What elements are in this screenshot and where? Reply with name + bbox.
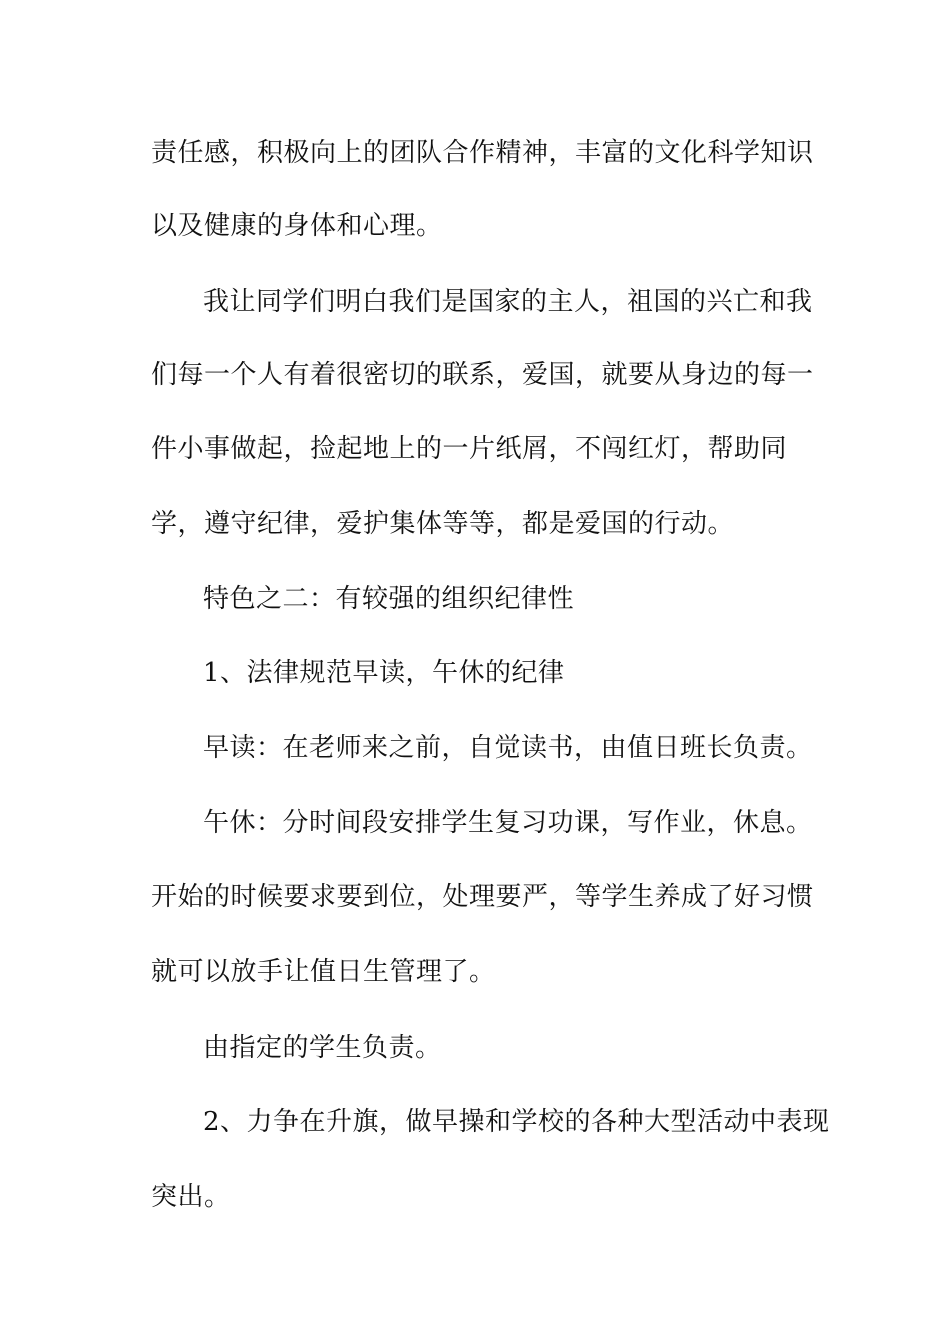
paragraph-line-6: 学，遵守纪律，爱护集体等等，都是爱国的行动。 [151,509,735,539]
paragraph-line-2: 以及健康的身体和心理。 [151,211,443,241]
paragraph-line-morning-reading: 早读：在老师来之前，自觉读书，由值日班长负责。 [203,733,813,763]
section-heading: 特色之二：有较强的组织纪律性 [203,584,575,614]
paragraph-line-5: 件小事做起，捡起地上的一片纸屑，不闯红灯，帮助同 [151,434,788,464]
paragraph-line-3: 我让同学们明白我们是国家的主人，祖国的兴亡和我 [203,287,813,317]
paragraph-line-1: 责任感，积极向上的团队合作精神，丰富的文化科学知识 [151,138,814,168]
subsection-heading-2: 2、力争在升旗，做早操和学校的各种大型活动中表现 [203,1107,830,1137]
paragraph-line-12: 就可以放手让值日生管理了。 [151,957,496,987]
paragraph-line-11: 开始的时候要求要到位，处理要严，等学生养成了好习惯 [151,882,814,912]
paragraph-line-13: 由指定的学生负责。 [203,1033,442,1063]
paragraph-line-15: 突出。 [151,1182,231,1212]
paragraph-line-4: 们每一个人有着很密切的联系，爱国，就要从身边的每一 [151,360,814,390]
subsection-heading-1: 1、法律规范早读，午休的纪律 [203,658,565,688]
paragraph-line-noon-break: 午休：分时间段安排学生复习功课，写作业，休息。 [203,808,813,838]
